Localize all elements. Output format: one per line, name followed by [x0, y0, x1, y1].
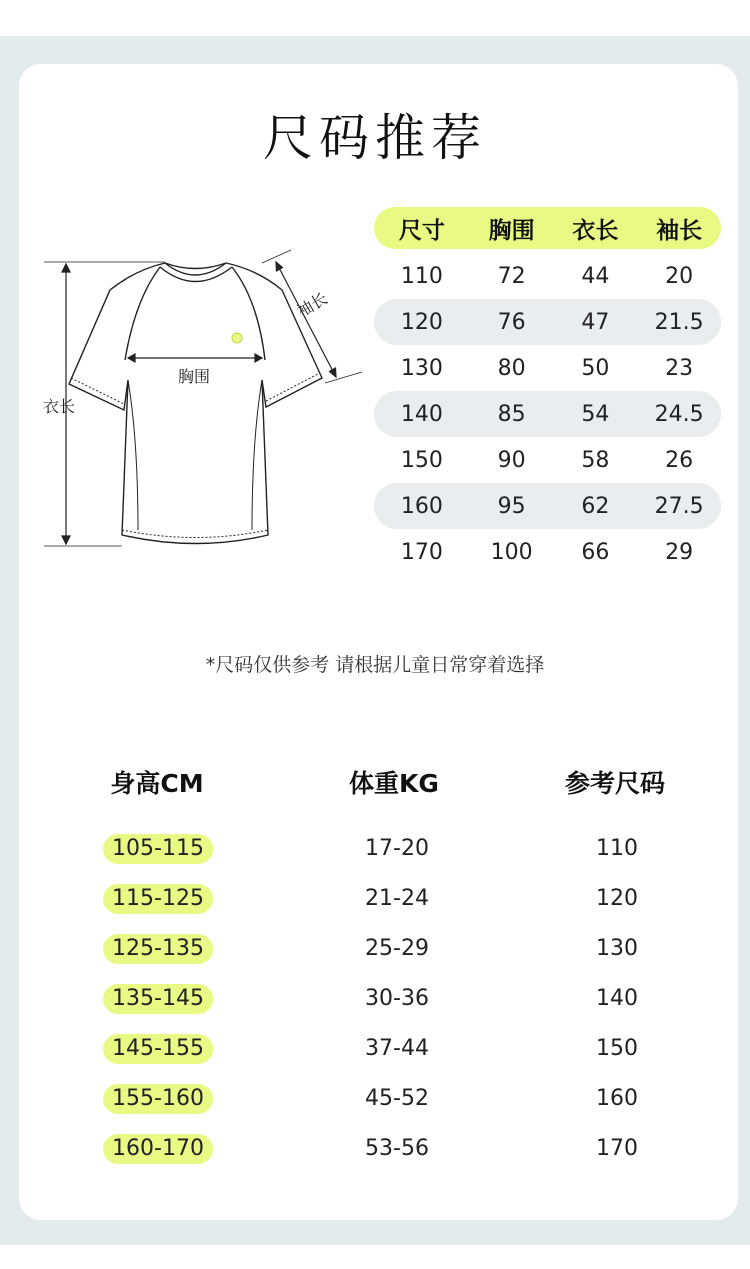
size-value: 170 — [596, 1136, 638, 1161]
height-badge: 160-170 — [103, 1134, 213, 1164]
table-row — [374, 483, 721, 529]
header-sleeve: 袖长 — [656, 217, 703, 244]
cell-length: 44 — [581, 263, 610, 289]
cell-size: 130 — [400, 355, 443, 381]
cell-size: 110 — [400, 263, 443, 289]
table-row — [374, 391, 721, 437]
weight-value: 53-56 — [365, 1136, 429, 1161]
table-row — [374, 299, 721, 345]
header-ref-size: 参考尺码 — [564, 769, 665, 798]
size-value: 150 — [596, 1036, 638, 1061]
weight-value: 45-52 — [365, 1086, 429, 1111]
table-row — [374, 437, 721, 483]
cell-sleeve: 26 — [665, 447, 694, 473]
chest-label: 胸围 — [178, 367, 211, 386]
table-row — [0, 932, 750, 966]
cell-sleeve: 24.5 — [654, 401, 704, 427]
table-row — [0, 1132, 750, 1166]
cell-chest: 80 — [497, 355, 526, 381]
cell-chest: 85 — [497, 401, 526, 427]
weight-value: 21-24 — [365, 886, 429, 911]
cell-size: 120 — [400, 309, 443, 335]
size-table — [374, 207, 721, 575]
cell-length: 54 — [581, 401, 610, 427]
header-chest: 胸围 — [488, 217, 535, 244]
height-badge: 145-155 — [103, 1034, 213, 1064]
header-height: 身高CM — [110, 769, 204, 798]
cell-length: 58 — [581, 447, 610, 473]
weight-value: 37-44 — [365, 1036, 429, 1061]
height-badge: 105-115 — [103, 834, 213, 864]
header-weight: 体重KG — [349, 769, 439, 798]
table-row — [374, 253, 721, 299]
length-label: 衣长 — [43, 397, 76, 416]
header-length: 衣长 — [572, 217, 619, 244]
cell-sleeve: 21.5 — [654, 309, 704, 335]
table-row — [374, 345, 721, 391]
table-row — [0, 1082, 750, 1116]
cell-chest: 76 — [497, 309, 526, 335]
size-value: 140 — [596, 986, 638, 1011]
size-note: *尺码仅供参考 请根据儿童日常穿着选择 — [205, 654, 545, 676]
height-badge: 125-135 — [103, 934, 213, 964]
cell-sleeve: 29 — [665, 539, 694, 565]
cell-size: 150 — [400, 447, 443, 473]
table-row — [374, 529, 721, 575]
weight-value: 30-36 — [365, 986, 429, 1011]
height-badge: 155-160 — [103, 1084, 213, 1114]
cell-size: 140 — [400, 401, 443, 427]
sleeve-label: 袖长 — [293, 288, 331, 322]
table-row — [0, 832, 750, 866]
cell-sleeve: 20 — [665, 263, 694, 289]
weight-value: 17-20 — [365, 836, 429, 861]
size-table-header — [374, 207, 721, 249]
reference-table-header — [0, 764, 750, 800]
cell-chest: 72 — [497, 263, 526, 289]
cell-length: 66 — [581, 539, 610, 565]
table-row — [0, 982, 750, 1016]
cell-sleeve: 27.5 — [654, 493, 704, 519]
weight-value: 25-29 — [365, 936, 429, 961]
cell-length: 47 — [581, 309, 610, 335]
cell-sleeve: 23 — [665, 355, 694, 381]
height-badge: 115-125 — [103, 884, 213, 914]
cell-length: 62 — [581, 493, 610, 519]
size-value: 120 — [596, 886, 638, 911]
cell-chest: 90 — [497, 447, 526, 473]
height-badge: 135-145 — [103, 984, 213, 1014]
cell-size: 160 — [400, 493, 443, 519]
size-value: 110 — [596, 836, 638, 861]
size-value: 160 — [596, 1086, 638, 1111]
cell-length: 50 — [581, 355, 610, 381]
table-row — [0, 1032, 750, 1066]
table-row — [0, 882, 750, 916]
cell-chest: 95 — [497, 493, 526, 519]
cell-size: 170 — [400, 539, 443, 565]
size-value: 130 — [596, 936, 638, 961]
page-title: 尺码推荐 — [263, 109, 487, 167]
header-size: 尺寸 — [398, 217, 445, 244]
cell-chest: 100 — [490, 539, 533, 565]
